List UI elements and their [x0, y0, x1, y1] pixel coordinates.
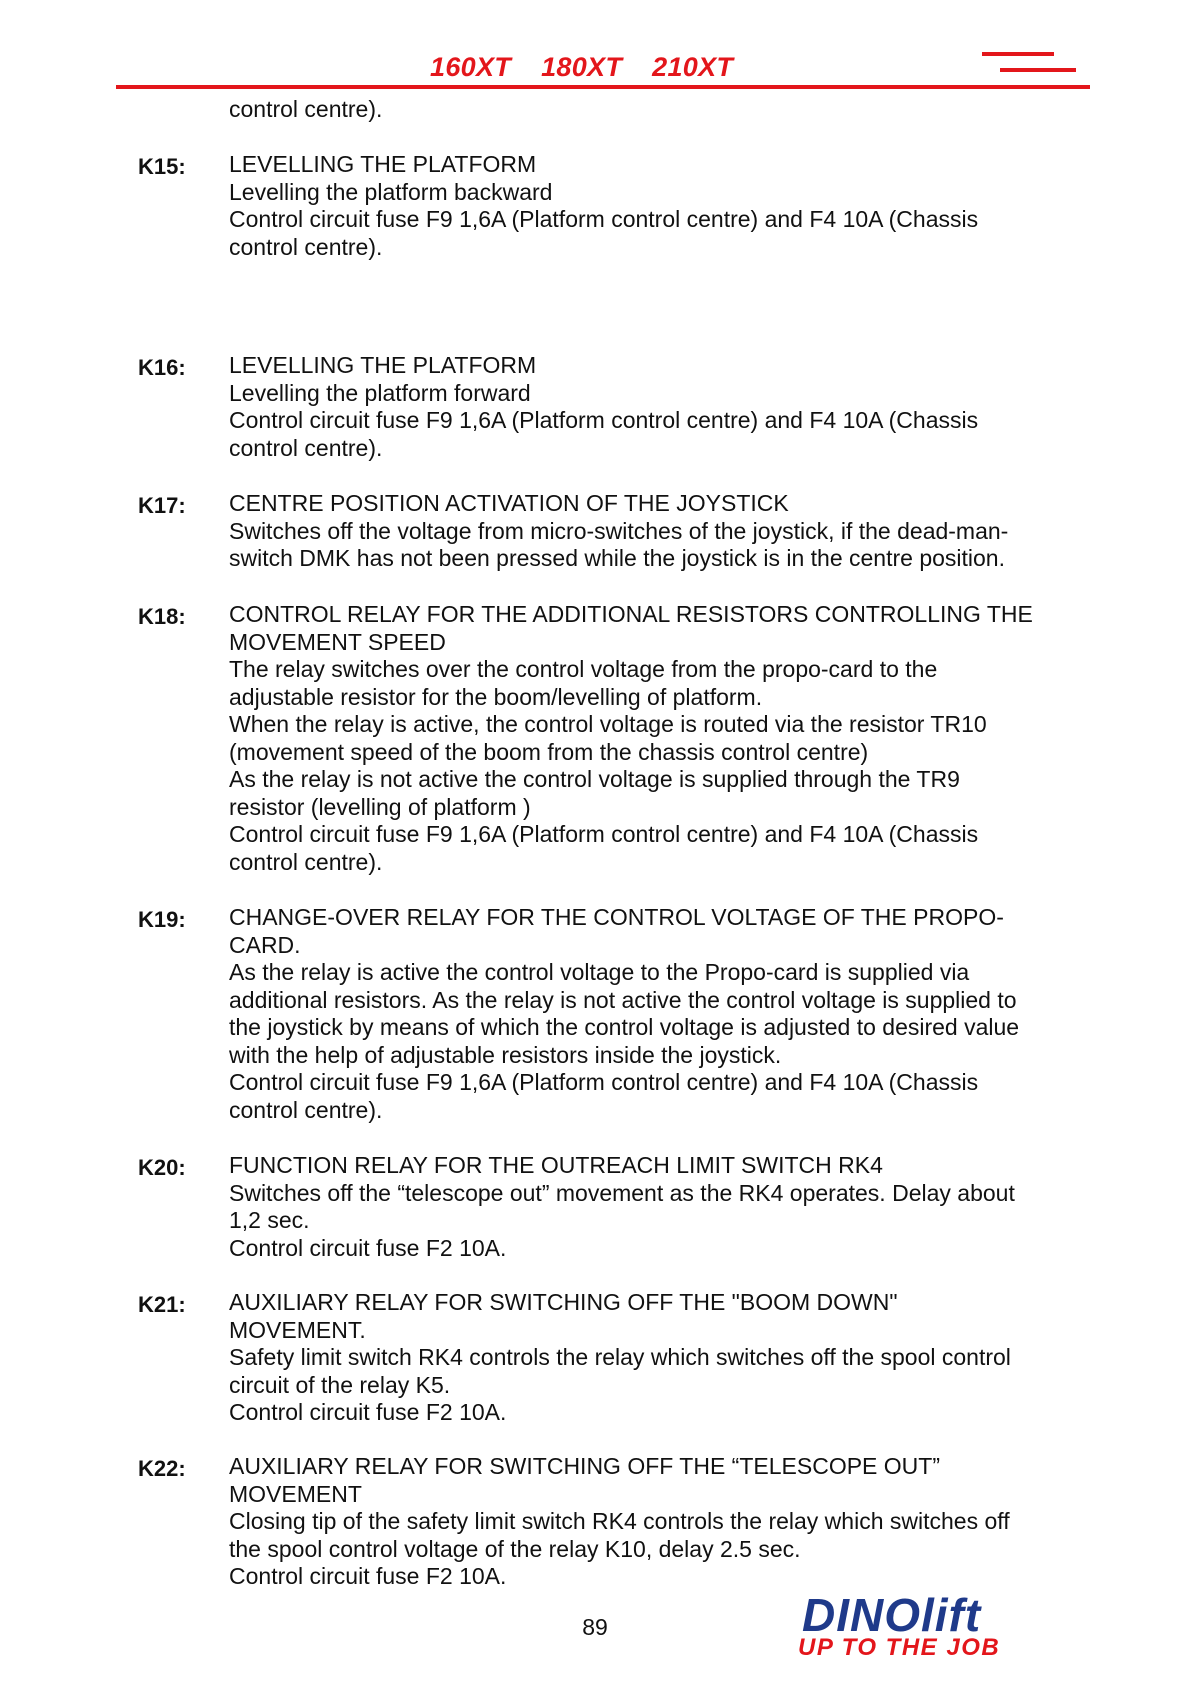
brand-tagline: UP TO THE JOB	[798, 1634, 1001, 1661]
description-line: switch DMK has not been pressed while the joystick is in the centre position.	[229, 545, 1005, 571]
description-line: As the relay is active the control voltage to the Propo-card is supplied via	[229, 959, 970, 985]
description-line: control centre).	[229, 434, 383, 461]
relay-label: K16:	[138, 355, 186, 380]
relay-description	[229, 1453, 1089, 1591]
description-line: Control circuit fuse F9 1,6A (Platform control centre) and F4 10A (Chassis	[229, 206, 979, 232]
relay-label: K15:	[138, 154, 186, 179]
brand-logo	[798, 1590, 1008, 1660]
relay-title: CARD.	[229, 931, 301, 958]
description-line: As the relay is not active the control voltage is supplied through the TR9	[229, 766, 960, 792]
relay-description	[229, 601, 1089, 876]
relay-description	[229, 1152, 1089, 1262]
description-line: Control circuit fuse F9 1,6A (Platform control centre) and F4 10A (Chassis	[229, 821, 979, 847]
description-line: control centre).	[229, 848, 383, 875]
description-line: 1,2 sec.	[229, 1207, 310, 1233]
description-line: resistor (levelling of platform )	[229, 793, 531, 820]
relay-description	[229, 490, 1089, 573]
model-name: 160XT	[430, 52, 512, 82]
relay-label: K18:	[138, 604, 186, 629]
description-line: with the help of adjustable resistors inside the joystick.	[229, 1041, 782, 1068]
description-line: The relay switches over the control voltage from the propo-card to the	[229, 656, 938, 682]
page-header	[116, 48, 1090, 90]
relay-title: AUXILIARY RELAY FOR SWITCHING OFF THE “TELESCOPE OUT”	[229, 1453, 940, 1479]
description-line: the joystick by means of which the control voltage is adjusted to desired value	[229, 1014, 1020, 1040]
relay-title: LEVELLING THE PLATFORM	[229, 352, 537, 378]
relay-title: AUXILIARY RELAY FOR SWITCHING OFF THE "BOOM DOWN"	[229, 1289, 898, 1315]
description-line: Switches off the “telescope out” movement as the RK4 operates. Delay about	[229, 1179, 1015, 1206]
relay-label: K17:	[138, 493, 186, 518]
relay-title: FUNCTION RELAY FOR THE OUTREACH LIMIT SWITCH RK4	[229, 1152, 883, 1178]
relay-description	[229, 352, 1089, 462]
description-line: control centre).	[229, 233, 383, 260]
header-divider	[116, 85, 1090, 89]
description-line: adjustable resistor for the boom/levelling of platform.	[229, 683, 763, 710]
description-line: Control circuit fuse F2 10A.	[229, 1399, 507, 1425]
relay-title: CENTRE POSITION ACTIVATION OF THE JOYSTICK	[229, 490, 789, 516]
description-line: Closing tip of the safety limit switch RK4 controls the relay which switches off	[229, 1508, 1010, 1534]
description-line: When the relay is active, the control voltage is routed via the resistor TR10	[229, 711, 987, 737]
model-name: 180XT	[541, 52, 623, 82]
description-line: Control circuit fuse F9 1,6A (Platform control centre) and F4 10A (Chassis	[229, 407, 979, 433]
relay-title: MOVEMENT.	[229, 1316, 366, 1343]
relay-title: LEVELLING THE PLATFORM	[229, 151, 537, 177]
description-line: (movement speed of the boom from the chassis control centre)	[229, 738, 869, 765]
relay-title: CONTROL RELAY FOR THE ADDITIONAL RESISTORS CONTROLLING THE	[229, 601, 1033, 627]
description-line: additional resistors. As the relay is not active the control voltage is supplied to	[229, 986, 1017, 1013]
relay-label: K22:	[138, 1456, 186, 1481]
relay-description	[229, 151, 1089, 261]
model-name: 210XT	[652, 52, 734, 82]
description-line: Levelling the platform backward	[229, 178, 553, 205]
relay-description	[229, 904, 1089, 1124]
relay-label: K19:	[138, 907, 186, 932]
relay-label: K20:	[138, 1155, 186, 1180]
brand-name: DINOlift	[802, 1589, 982, 1641]
relay-title: MOVEMENT SPEED	[229, 628, 446, 655]
header-mark-icon	[982, 52, 1094, 74]
continuation-text: control centre).	[229, 96, 383, 122]
page-number: 89	[582, 1614, 608, 1640]
relay-title: MOVEMENT	[229, 1480, 362, 1507]
model-list	[430, 52, 763, 83]
description-line: circuit of the relay K5.	[229, 1371, 451, 1398]
description-line: Switches off the voltage from micro-switches of the joystick, if the dead-man-	[229, 517, 1009, 544]
description-line: Control circuit fuse F9 1,6A (Platform control centre) and F4 10A (Chassis	[229, 1069, 979, 1095]
description-line: Control circuit fuse F2 10A.	[229, 1563, 507, 1589]
description-line: Control circuit fuse F2 10A.	[229, 1234, 507, 1261]
relay-title: CHANGE-OVER RELAY FOR THE CONTROL VOLTAGE OF THE PROPO-	[229, 904, 1004, 930]
description-line: Levelling the platform forward	[229, 379, 531, 406]
description-line: Safety limit switch RK4 controls the relay which switches off the spool control	[229, 1344, 1011, 1370]
relay-label: K21:	[138, 1292, 186, 1317]
description-line: control centre).	[229, 1096, 383, 1123]
relay-description	[229, 1289, 1089, 1427]
description-line: the spool control voltage of the relay K10, delay 2.5 sec.	[229, 1535, 801, 1562]
